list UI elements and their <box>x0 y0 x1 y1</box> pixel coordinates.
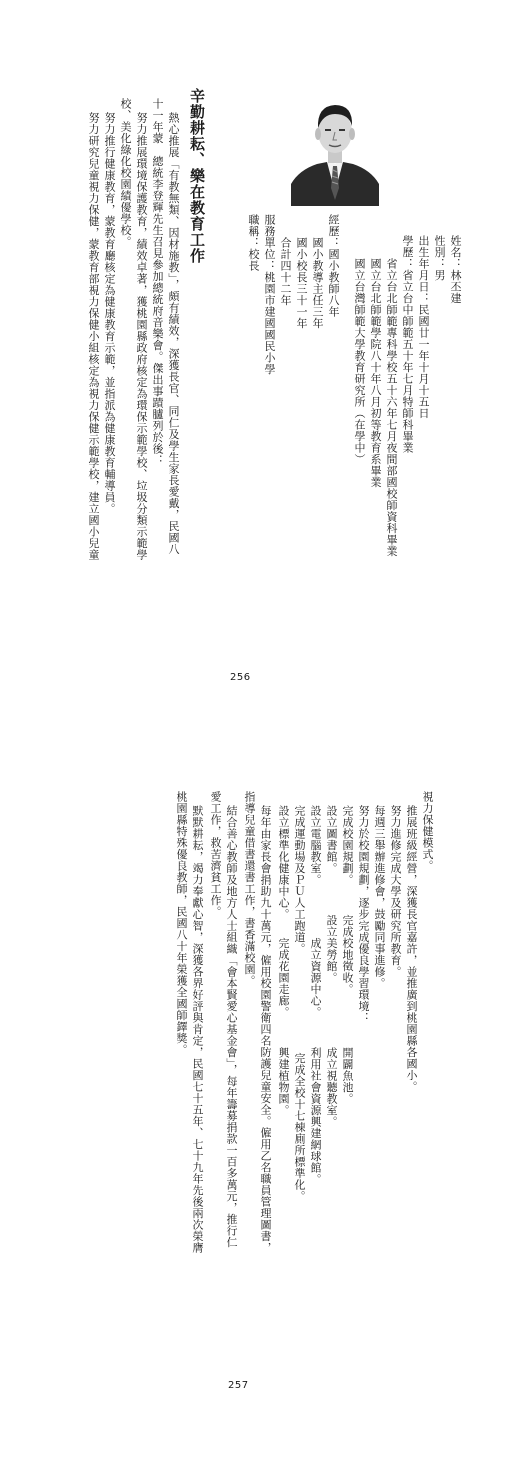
body-line-11: 每年由家長會捐助九十萬元，僱用校園警衛四名防護兒童安全。僱用乙名職員管理圖書， <box>259 805 272 1254</box>
body-line-14: 愛工作，救苦濟貧工作。 <box>209 791 222 918</box>
page-number: 256 <box>230 672 251 683</box>
article-line-4: 校、美化綠化校園績優學校。 <box>119 98 132 248</box>
profile-line-workplace: 服務單位：桃園市建國國民小學 <box>263 214 276 375</box>
body-line-6: 完成校園規劃。 完成校地徵收。 開闢魚池。 <box>341 805 354 1105</box>
article-line-2: 十一年蒙 總統李登輝先生召見參加總統府音樂會。傑出事蹟臚列於後： <box>151 98 164 466</box>
profile-line-experience-1: 經歷：國小教師八年 <box>327 214 340 318</box>
article-line-1: 熱心推展「有教無類、因材施教」，頗有績效，深獲長官、同仁及學生家長愛戴，民國八 <box>167 112 180 555</box>
body-line-5: 努力於校園規劃，逐步完成優良學習環境： <box>357 805 370 1024</box>
article-title: 辛勤耕耘、樂在教育工作 <box>188 88 206 264</box>
article-line-5: 努力推行健康教育，蒙教育廳核定為健康教育示範，並指派為健康教育輔導員。 <box>103 112 116 515</box>
portrait-photo <box>291 92 379 206</box>
body-line-4: 每週三舉辦進修會，鼓勵同事進修。 <box>373 805 386 989</box>
profile-line-birthdate: 出生年月日：民國廿一年十月十五日 <box>417 235 430 419</box>
body-line-10: 設立標準化健康中心。 完成花園走廊。 興建植物園。 <box>277 805 290 1116</box>
profile-line-experience-total: 合計四十二年 <box>279 214 292 306</box>
article-line-3: 努力推展環境保護教育，績效卓著，獲桃園縣政府核定為環保示範學校、垃圾分類示範學 <box>135 112 148 561</box>
body-line-1: 視力保健模式。 <box>421 791 434 872</box>
profile-line-education-4: 國立台灣師範大學教育研究所（在學中） <box>353 235 366 465</box>
profile-line-education-1: 學歷：省立台中師範五十年七月特師科畢業 <box>401 235 414 454</box>
page-257 <box>0 737 518 1474</box>
body-line-7: 設立圖書館。 設立美勞館。 成立視聽教室。 <box>325 805 338 1128</box>
body-line-3: 努力進修完成大學及研究所教育。 <box>389 805 402 978</box>
body-line-15: 默默耕耘，竭力奉獻心智，深獲各界好評與肯定，民國七十五年、七十九年先後兩次榮膺 <box>191 805 204 1254</box>
article-line-6: 努力研究兒童視力保健，蒙教育部視力保健小組核定為視力保健示範學校，建立國小兒童 <box>87 112 100 561</box>
profile-line-education-2: 省立台北師範專科學校五十六年七月夜間部國校師資科畢業 <box>385 235 398 557</box>
profile-line-education-3: 國立台北師範學院八十年八月初等教育系畢業 <box>369 235 382 488</box>
body-line-9: 完成運動場及ＰＵ人工跑道。 完成全校十七棟廁所標準化。 <box>293 805 306 1202</box>
profile-line-gender: 性別：男 <box>433 235 446 281</box>
profile-line-job-title: 職稱：校長 <box>247 214 260 272</box>
profile-line-experience-3: 國小校長三十一年 <box>295 214 308 329</box>
page-number: 257 <box>228 1380 249 1391</box>
profile-line-name: 姓名：林丕建 <box>449 235 462 304</box>
body-line-16: 桃園縣特殊優良教師，民國八十年榮獲全國師鐸獎。 <box>175 791 188 1056</box>
portrait-illustration <box>291 92 379 206</box>
body-line-2: 推展班級經營，深獲長官嘉許，並推廣到桃園縣各國小。 <box>405 805 418 1093</box>
body-line-8: 設立電腦教室。 成立資源中心。 利用社會資源興建網球館。 <box>309 805 322 1185</box>
body-line-12: 指導兒童借書還書工作，書香滿校園。 <box>243 791 256 987</box>
profile-line-experience-2: 國小教導主任三年 <box>311 214 324 329</box>
body-line-13: 結合善心教師及地方人士組織「會本賢愛心基金會」，每年籌募捐款一百多萬元，推行仁 <box>225 805 238 1248</box>
